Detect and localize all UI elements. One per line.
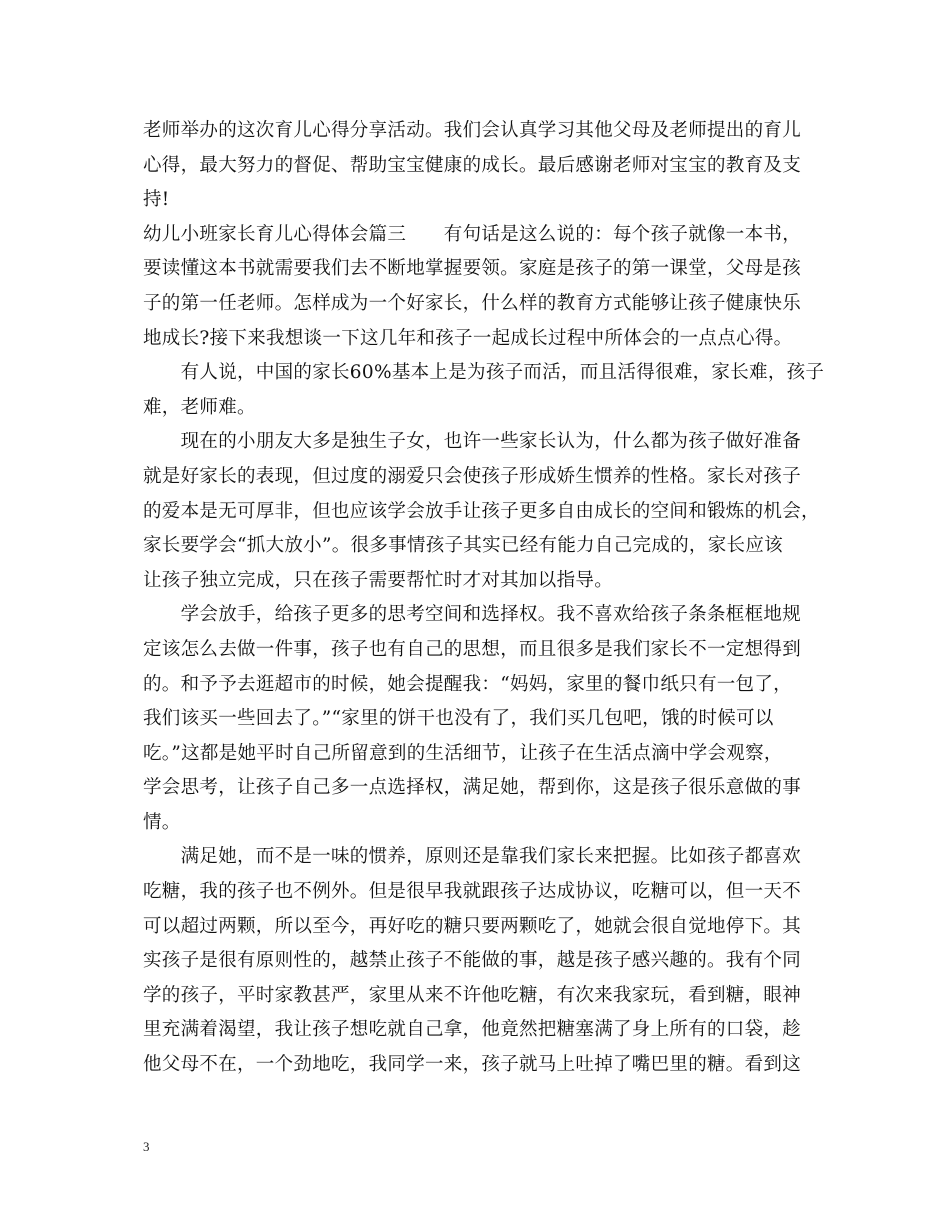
text-line: 吃糖，我的孩子也不例外。但是很早我就跟孩子达成协议，吃糖可以，但一天不 (143, 881, 802, 903)
text-line: 心得，最大努力的督促、帮助宝宝健康的成长。最后感谢老师对宝宝的教育及支 (143, 154, 802, 176)
text-line: 幼儿小班家长育儿心得体会篇三 有句话是这么说的：每个孩子就像一本书， (143, 223, 802, 245)
text-line: 的。和予予去逛超市的时候，她会提醒我：“妈妈，家里的餐巾纸只有一包了， (143, 673, 792, 695)
text-line: 定该怎么去做一件事，孩子也有自己的思想，而且很多是我们家长不一定想得到 (143, 638, 802, 660)
text-line: 情。 (143, 811, 181, 833)
body-text (143, 114, 823, 1083)
text-line: 家长要学会“抓大放小”。很多事情孩子其实已经有能力自己完成的，家长应该 (143, 535, 783, 557)
text-line: 有人说，中国的家长60%基本上是为孩子而活，而且活得很难，家长难，孩子 (143, 362, 825, 384)
text-line: 难，老师难。 (143, 396, 256, 418)
text-line: 学会放手，给孩子更多的思考空间和选择权。我不喜欢给孩子条条框框地规 (143, 604, 802, 626)
text-line: 吃。”这都是她平时自己所留意到的生活细节，让孩子在生活点滴中学会观察， (143, 742, 783, 764)
text-line: 可以超过两颗，所以至今，再好吃的糖只要两颗吃了，她就会很自觉地停下。其 (143, 915, 802, 937)
text-line: 老师举办的这次育儿心得分享活动。我们会认真学习其他父母及老师提出的育儿 (143, 120, 802, 141)
text-line: 里充满着渴望，我让孩子想吃就自己拿，他竟然把糖塞满了身上所有的口袋，趁 (143, 1019, 802, 1041)
text-line: 子的第一任老师。怎样成为一个好家长，什么样的教育方式能够让孩子健康快乐 (143, 292, 802, 314)
text-line: 现在的小朋友大多是独生子女，也许一些家长认为，什么都为孩子做好准备 (143, 431, 802, 453)
text-line: 的爱本是无可厚非，但也应该学会放手让孩子更多自由成长的空间和锻炼的机会， (143, 500, 820, 522)
text-line: 他父母不在，一个劲地吃，我同学一来，孩子就马上吐掉了嘴巴里的糖。看到这 (143, 1054, 802, 1076)
text-line: 要读懂这本书就需要我们去不断地掌握要领。家庭是孩子的第一课堂，父母是孩 (143, 258, 802, 280)
text-line: 地成长?接下来我想谈一下这几年和孩子一起成长过程中所体会的一点点心得。 (143, 327, 793, 349)
text-line: 满足她，而不是一味的惯养，原则还是靠我们家长来把握。比如孩子都喜欢 (143, 846, 802, 868)
text-line: 学会思考，让孩子自己多一点选择权，满足她，帮到你，这是孩子很乐意做的事 (143, 777, 802, 799)
text-line: 实孩子是很有原则性的，越禁止孩子不能做的事，越是孩子感兴趣的。我有个同 (143, 950, 802, 972)
page-number: 3 (143, 1139, 150, 1154)
text-line: 让孩子独立完成，只在孩子需要帮忙时才对其加以指导。 (143, 569, 614, 591)
text-line: 我们该买一些回去了。”“家里的饼干也没有了，我们买几包吧，饿的时候可以 (143, 708, 774, 730)
text-line: 就是好家长的表现，但过度的溺爱只会使孩子形成娇生惯养的性格。家长对孩子 (143, 465, 802, 487)
text-line: 学的孩子，平时家教甚严，家里从来不许他吃糖，有次来我家玩，看到糖，眼神 (143, 984, 802, 1006)
text-line: 持! (143, 189, 170, 211)
